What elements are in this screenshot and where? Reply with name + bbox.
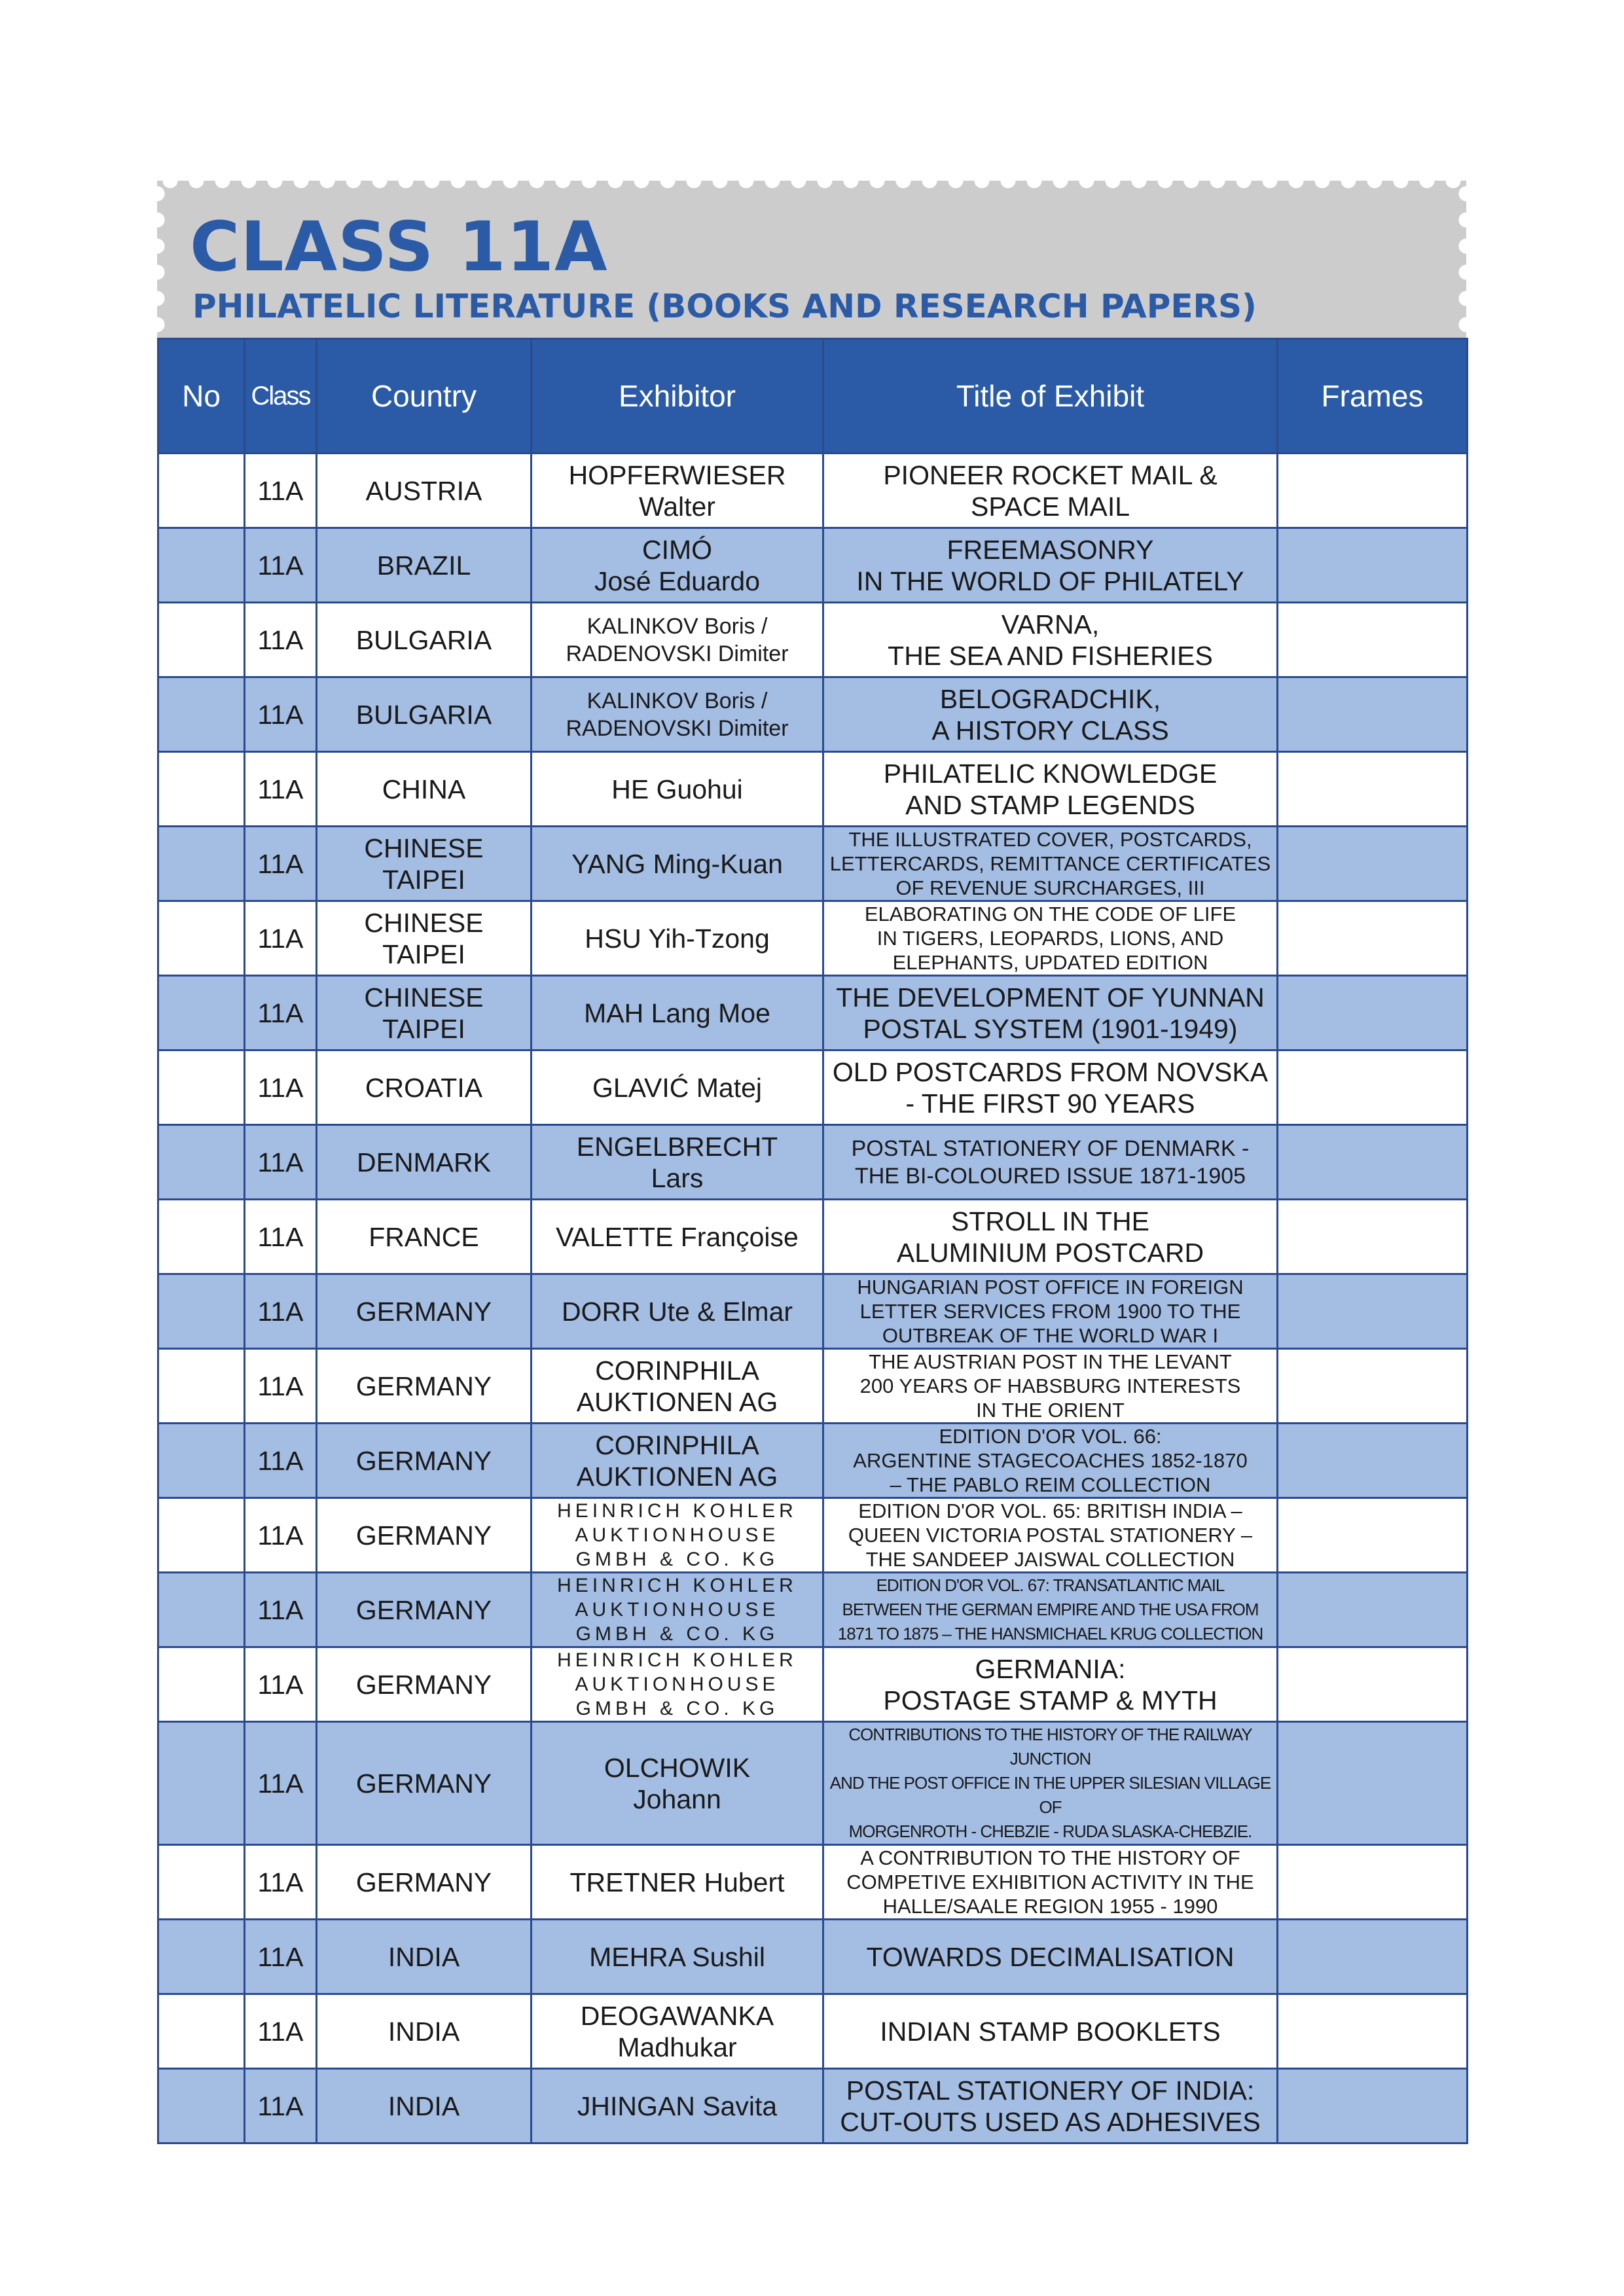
cell-country: INDIA — [317, 1920, 532, 1994]
cell-frames — [1278, 1920, 1468, 1994]
table-row — [158, 1994, 1468, 2069]
cell-title: THE ILLUSTRATED COVER, POSTCARDS, LETTERCARDS, REMITTANCE CERTIFICATES OF REVENUE SURCHARGES, III — [823, 827, 1278, 901]
cell-exhibitor: HSU Yih-Tzong — [532, 901, 823, 976]
column-header-class: Class — [245, 339, 317, 454]
cell-title: POSTAL STATIONERY OF INDIA: CUT-OUTS USED AS ADHESIVES — [823, 2069, 1278, 2144]
cell-no — [158, 677, 245, 752]
table-row — [158, 1050, 1468, 1125]
page-title: CLASS 11A — [190, 207, 608, 287]
cell-exhibitor: GLAVIĆ Matej — [532, 1050, 823, 1125]
perforation-right — [1458, 181, 1466, 338]
cell-country: CHINESE TAIPEI — [317, 827, 532, 901]
cell-title: VARNA, THE SEA AND FISHERIES — [823, 603, 1278, 677]
cell-country: FRANCE — [317, 1200, 532, 1274]
table-row — [158, 1200, 1468, 1274]
cell-class: 11A — [245, 752, 317, 827]
cell-no — [158, 1125, 245, 1200]
perforation-top — [157, 181, 1466, 189]
cell-country: GERMANY — [317, 1845, 532, 1920]
cell-no — [158, 1647, 245, 1722]
cell-exhibitor: CORINPHILA AUKTIONEN AG — [532, 1424, 823, 1498]
column-header-country: Country — [317, 339, 532, 454]
cell-no — [158, 752, 245, 827]
cell-title: INDIAN STAMP BOOKLETS — [823, 1994, 1278, 2069]
cell-class: 11A — [245, 1125, 317, 1200]
table-row — [158, 752, 1468, 827]
cell-exhibitor: CORINPHILA AUKTIONEN AG — [532, 1349, 823, 1424]
table-row — [158, 1845, 1468, 1920]
cell-exhibitor: KALINKOV Boris / RADENOVSKI Dimiter — [532, 603, 823, 677]
cell-frames — [1278, 1573, 1468, 1647]
cell-class: 11A — [245, 1722, 317, 1845]
cell-no — [158, 1994, 245, 2069]
cell-no — [158, 528, 245, 603]
cell-no — [158, 1349, 245, 1424]
cell-no — [158, 827, 245, 901]
cell-class: 11A — [245, 1349, 317, 1424]
table-row — [158, 1498, 1468, 1573]
cell-title: PIONEER ROCKET MAIL & SPACE MAIL — [823, 454, 1278, 528]
cell-exhibitor: JHINGAN Savita — [532, 2069, 823, 2144]
cell-exhibitor: MEHRA Sushil — [532, 1920, 823, 1994]
cell-no — [158, 1050, 245, 1125]
cell-class: 11A — [245, 1274, 317, 1349]
cell-class: 11A — [245, 603, 317, 677]
cell-country: GERMANY — [317, 1647, 532, 1722]
cell-exhibitor: CIMÓ José Eduardo — [532, 528, 823, 603]
cell-frames — [1278, 528, 1468, 603]
cell-class: 11A — [245, 2069, 317, 2144]
cell-frames — [1278, 2069, 1468, 2144]
cell-class: 11A — [245, 901, 317, 976]
cell-frames — [1278, 1498, 1468, 1573]
cell-class: 11A — [245, 1920, 317, 1994]
cell-no — [158, 1573, 245, 1647]
cell-frames — [1278, 901, 1468, 976]
cell-exhibitor: HE Guohui — [532, 752, 823, 827]
cell-exhibitor: HEINRICH KOHLER AUKTIONHOUSE GMBH & CO. KG — [532, 1647, 823, 1722]
cell-country: CROATIA — [317, 1050, 532, 1125]
cell-title: EDITION D'OR VOL. 65: BRITISH INDIA – QUEEN VICTORIA POSTAL STATIONERY – THE SANDEEP JAISWAL COLLECTION — [823, 1498, 1278, 1573]
cell-title: HUNGARIAN POST OFFICE IN FOREIGN LETTER SERVICES FROM 1900 TO THE OUTBREAK OF THE WORLD WAR I — [823, 1274, 1278, 1349]
cell-class: 11A — [245, 1424, 317, 1498]
exhibit-table — [157, 338, 1468, 2144]
table-row — [158, 901, 1468, 976]
cell-title: EDITION D'OR VOL. 67: TRANSATLANTIC MAIL BETWEEN THE GERMAN EMPIRE AND THE USA FROM 1871 TO 1875 – THE HANSMICHAEL KRUG COLLECTION — [823, 1573, 1278, 1647]
cell-exhibitor: DEOGAWANKA Madhukar — [532, 1994, 823, 2069]
cell-no — [158, 976, 245, 1050]
cell-frames — [1278, 1647, 1468, 1722]
perforation-left — [157, 181, 166, 338]
stamp-header-banner — [157, 181, 1466, 338]
cell-title: FREEMASONRY IN THE WORLD OF PHILATELY — [823, 528, 1278, 603]
table-row — [158, 1722, 1468, 1845]
cell-no — [158, 1920, 245, 1994]
cell-country: CHINA — [317, 752, 532, 827]
cell-country: AUSTRIA — [317, 454, 532, 528]
cell-class: 11A — [245, 454, 317, 528]
cell-exhibitor: ENGELBRECHT Lars — [532, 1125, 823, 1200]
cell-no — [158, 603, 245, 677]
cell-country: BULGARIA — [317, 603, 532, 677]
cell-exhibitor: YANG Ming-Kuan — [532, 827, 823, 901]
cell-exhibitor: HOPFERWIESER Walter — [532, 454, 823, 528]
cell-frames — [1278, 976, 1468, 1050]
cell-frames — [1278, 1845, 1468, 1920]
cell-class: 11A — [245, 677, 317, 752]
cell-exhibitor: KALINKOV Boris / RADENOVSKI Dimiter — [532, 677, 823, 752]
cell-frames — [1278, 1349, 1468, 1424]
cell-no — [158, 1424, 245, 1498]
cell-country: INDIA — [317, 2069, 532, 2144]
table-row — [158, 1424, 1468, 1498]
cell-title: TOWARDS DECIMALISATION — [823, 1920, 1278, 1994]
cell-title: CONTRIBUTIONS TO THE HISTORY OF THE RAILWAY JUNCTION AND THE POST OFFICE IN THE UPPER SILESIAN VILLAGE OF MORGENROTH - CHEBZIE - RUDA SLASKA-CHEBZIE. — [823, 1722, 1278, 1845]
table-row — [158, 1920, 1468, 1994]
cell-title: BELOGRADCHIK, A HISTORY CLASS — [823, 677, 1278, 752]
cell-country: GERMANY — [317, 1349, 532, 1424]
cell-class: 11A — [245, 1647, 317, 1722]
cell-no — [158, 2069, 245, 2144]
cell-country: BULGARIA — [317, 677, 532, 752]
cell-frames — [1278, 1994, 1468, 2069]
page-subtitle: PHILATELIC LITERATURE (BOOKS AND RESEARCH PAPERS) — [192, 287, 1257, 325]
cell-title: THE DEVELOPMENT OF YUNNAN POSTAL SYSTEM (1901-1949) — [823, 976, 1278, 1050]
cell-frames — [1278, 1125, 1468, 1200]
cell-country: CHINESE TAIPEI — [317, 901, 532, 976]
table-row — [158, 1647, 1468, 1722]
cell-class: 11A — [245, 1845, 317, 1920]
table-row — [158, 454, 1468, 528]
cell-exhibitor: HEINRICH KOHLER AUKTIONHOUSE GMBH & CO. KG — [532, 1573, 823, 1647]
cell-title: ELABORATING ON THE CODE OF LIFE IN TIGERS, LEOPARDS, LIONS, AND ELEPHANTS, UPDATED EDITION — [823, 901, 1278, 976]
cell-exhibitor: OLCHOWIK Johann — [532, 1722, 823, 1845]
cell-class: 11A — [245, 976, 317, 1050]
cell-exhibitor: MAH Lang Moe — [532, 976, 823, 1050]
cell-exhibitor: DORR Ute & Elmar — [532, 1274, 823, 1349]
cell-no — [158, 1274, 245, 1349]
cell-country: GERMANY — [317, 1424, 532, 1498]
cell-frames — [1278, 1722, 1468, 1845]
cell-country: GERMANY — [317, 1498, 532, 1573]
cell-country: GERMANY — [317, 1573, 532, 1647]
cell-class: 11A — [245, 1050, 317, 1125]
table-row — [158, 827, 1468, 901]
cell-class: 11A — [245, 1498, 317, 1573]
cell-class: 11A — [245, 827, 317, 901]
cell-no — [158, 901, 245, 976]
cell-country: GERMANY — [317, 1722, 532, 1845]
cell-frames — [1278, 827, 1468, 901]
cell-country: DENMARK — [317, 1125, 532, 1200]
table-header-row — [158, 339, 1468, 454]
cell-exhibitor: HEINRICH KOHLER AUKTIONHOUSE GMBH & CO. KG — [532, 1498, 823, 1573]
cell-frames — [1278, 752, 1468, 827]
table-row — [158, 603, 1468, 677]
cell-no — [158, 1845, 245, 1920]
cell-frames — [1278, 1200, 1468, 1274]
cell-no — [158, 454, 245, 528]
cell-class: 11A — [245, 1200, 317, 1274]
cell-no — [158, 1722, 245, 1845]
column-header-exhibitor: Exhibitor — [532, 339, 823, 454]
table-row — [158, 1125, 1468, 1200]
cell-title: THE AUSTRIAN POST IN THE LEVANT 200 YEARS OF HABSBURG INTERESTS IN THE ORIENT — [823, 1349, 1278, 1424]
column-header-no: No — [158, 339, 245, 454]
cell-country: GERMANY — [317, 1274, 532, 1349]
cell-no — [158, 1498, 245, 1573]
cell-title: EDITION D'OR VOL. 66: ARGENTINE STAGECOACHES 1852-1870 – THE PABLO REIM COLLECTION — [823, 1424, 1278, 1498]
cell-frames — [1278, 677, 1468, 752]
cell-no — [158, 1200, 245, 1274]
table-row — [158, 677, 1468, 752]
cell-class: 11A — [245, 1573, 317, 1647]
table-row — [158, 976, 1468, 1050]
cell-frames — [1278, 454, 1468, 528]
table-row — [158, 1349, 1468, 1424]
cell-class: 11A — [245, 528, 317, 603]
cell-frames — [1278, 1274, 1468, 1349]
cell-frames — [1278, 1424, 1468, 1498]
table-row — [158, 528, 1468, 603]
cell-country: CHINESE TAIPEI — [317, 976, 532, 1050]
cell-title: A CONTRIBUTION TO THE HISTORY OF COMPETIVE EXHIBITION ACTIVITY IN THE HALLE/SAALE REGION 1955 - 1990 — [823, 1845, 1278, 1920]
cell-title: STROLL IN THE ALUMINIUM POSTCARD — [823, 1200, 1278, 1274]
cell-country: INDIA — [317, 1994, 532, 2069]
cell-exhibitor: VALETTE Françoise — [532, 1200, 823, 1274]
cell-country: BRAZIL — [317, 528, 532, 603]
table-row — [158, 1573, 1468, 1647]
cell-title: PHILATELIC KNOWLEDGE AND STAMP LEGENDS — [823, 752, 1278, 827]
cell-frames — [1278, 1050, 1468, 1125]
cell-title: GERMANIA: POSTAGE STAMP & MYTH — [823, 1647, 1278, 1722]
column-header-frames: Frames — [1278, 339, 1468, 454]
cell-class: 11A — [245, 1994, 317, 2069]
cell-exhibitor: TRETNER Hubert — [532, 1845, 823, 1920]
cell-title: POSTAL STATIONERY OF DENMARK - THE BI-COLOURED ISSUE 1871-1905 — [823, 1125, 1278, 1200]
table-row — [158, 2069, 1468, 2144]
column-header-title: Title of Exhibit — [823, 339, 1278, 454]
table-row — [158, 1274, 1468, 1349]
cell-frames — [1278, 603, 1468, 677]
cell-title: OLD POSTCARDS FROM NOVSKA - THE FIRST 90 YEARS — [823, 1050, 1278, 1125]
